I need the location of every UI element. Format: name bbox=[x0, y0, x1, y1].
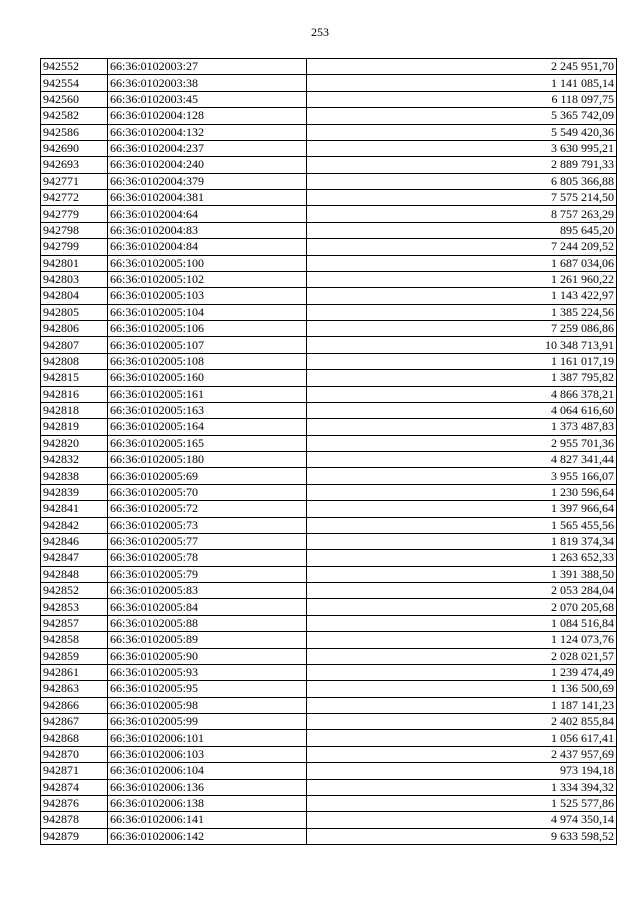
cadastral-value-cell: 1 056 617,41 bbox=[307, 730, 617, 746]
cadastral-value-cell: 8 757 263,29 bbox=[307, 206, 617, 222]
table-row bbox=[41, 419, 617, 435]
cadastral-value-cell: 7 575 214,50 bbox=[307, 190, 617, 206]
row-number-cell: 942857 bbox=[41, 615, 108, 631]
cadastral-number-cell: 66:36:0102004:132 bbox=[108, 124, 307, 140]
row-number-cell: 942846 bbox=[41, 533, 108, 549]
table-row bbox=[41, 75, 617, 91]
cadastral-value-cell: 1 230 596,64 bbox=[307, 484, 617, 500]
row-number-cell: 942772 bbox=[41, 190, 108, 206]
cadastral-number-cell: 66:36:0102003:27 bbox=[108, 59, 307, 75]
cadastral-number-cell: 66:36:0102005:99 bbox=[108, 714, 307, 730]
cadastral-value-cell: 1 084 516,84 bbox=[307, 615, 617, 631]
table-row bbox=[41, 648, 617, 664]
row-number-cell: 942805 bbox=[41, 304, 108, 320]
cadastral-number-cell: 66:36:0102005:95 bbox=[108, 681, 307, 697]
cadastral-number-cell: 66:36:0102006:101 bbox=[108, 730, 307, 746]
row-number-cell: 942798 bbox=[41, 222, 108, 238]
cadastral-value-cell: 6 118 097,75 bbox=[307, 91, 617, 107]
cadastral-number-cell: 66:36:0102005:73 bbox=[108, 517, 307, 533]
table-row bbox=[41, 632, 617, 648]
table-row bbox=[41, 222, 617, 238]
row-number-cell: 942839 bbox=[41, 484, 108, 500]
cadastral-value-cell: 1 124 073,76 bbox=[307, 632, 617, 648]
table-row bbox=[41, 321, 617, 337]
cadastral-value-cell: 4 827 341,44 bbox=[307, 452, 617, 468]
cadastral-value-cell: 10 348 713,91 bbox=[307, 337, 617, 353]
table-row bbox=[41, 386, 617, 402]
table-row bbox=[41, 239, 617, 255]
cadastral-number-cell: 66:36:0102004:128 bbox=[108, 108, 307, 124]
table-row bbox=[41, 501, 617, 517]
cadastral-number-cell: 66:36:0102005:83 bbox=[108, 583, 307, 599]
row-number-cell: 942808 bbox=[41, 353, 108, 369]
cadastral-number-cell: 66:36:0102005:89 bbox=[108, 632, 307, 648]
cadastral-value-cell: 6 805 366,88 bbox=[307, 173, 617, 189]
cadastral-value-cell: 1 143 422,97 bbox=[307, 288, 617, 304]
cadastral-value-cell: 1 263 652,33 bbox=[307, 550, 617, 566]
table-row bbox=[41, 730, 617, 746]
cadastral-value-cell: 7 244 209,52 bbox=[307, 239, 617, 255]
cadastral-value-cell: 9 633 598,52 bbox=[307, 828, 617, 844]
table-row bbox=[41, 664, 617, 680]
table-row bbox=[41, 828, 617, 844]
cadastral-value-cell: 1 397 966,64 bbox=[307, 501, 617, 517]
row-number-cell: 942868 bbox=[41, 730, 108, 746]
cadastral-value-cell: 1 136 500,69 bbox=[307, 681, 617, 697]
cadastral-value-cell: 2 028 021,57 bbox=[307, 648, 617, 664]
table-row bbox=[41, 599, 617, 615]
row-number-cell: 942842 bbox=[41, 517, 108, 533]
row-number-cell: 942552 bbox=[41, 59, 108, 75]
cadastral-value-cell: 4 866 378,21 bbox=[307, 386, 617, 402]
cadastral-number-cell: 66:36:0102005:163 bbox=[108, 402, 307, 418]
cadastral-value-cell: 1 261 960,22 bbox=[307, 271, 617, 287]
cadastral-value-table bbox=[40, 58, 617, 845]
table-row bbox=[41, 779, 617, 795]
cadastral-value-cell: 4 974 350,14 bbox=[307, 812, 617, 828]
table-row bbox=[41, 452, 617, 468]
table-row bbox=[41, 550, 617, 566]
cadastral-number-cell: 66:36:0102005:98 bbox=[108, 697, 307, 713]
cadastral-value-cell: 895 645,20 bbox=[307, 222, 617, 238]
row-number-cell: 942554 bbox=[41, 75, 108, 91]
cadastral-value-cell: 7 259 086,86 bbox=[307, 321, 617, 337]
row-number-cell: 942859 bbox=[41, 648, 108, 664]
table-row bbox=[41, 714, 617, 730]
table-body bbox=[41, 59, 617, 845]
cadastral-number-cell: 66:36:0102004:84 bbox=[108, 239, 307, 255]
row-number-cell: 942876 bbox=[41, 795, 108, 811]
cadastral-value-cell: 2 053 284,04 bbox=[307, 583, 617, 599]
cadastral-number-cell: 66:36:0102006:104 bbox=[108, 763, 307, 779]
table-row bbox=[41, 337, 617, 353]
row-number-cell: 942838 bbox=[41, 468, 108, 484]
row-number-cell: 942861 bbox=[41, 664, 108, 680]
cadastral-number-cell: 66:36:0102003:38 bbox=[108, 75, 307, 91]
row-number-cell: 942874 bbox=[41, 779, 108, 795]
cadastral-number-cell: 66:36:0102005:164 bbox=[108, 419, 307, 435]
cadastral-number-cell: 66:36:0102006:138 bbox=[108, 795, 307, 811]
row-number-cell: 942832 bbox=[41, 452, 108, 468]
table-row bbox=[41, 402, 617, 418]
table-row bbox=[41, 533, 617, 549]
row-number-cell: 942858 bbox=[41, 632, 108, 648]
row-number-cell: 942870 bbox=[41, 746, 108, 762]
table-row bbox=[41, 288, 617, 304]
row-number-cell: 942586 bbox=[41, 124, 108, 140]
cadastral-number-cell: 66:36:0102005:102 bbox=[108, 271, 307, 287]
table-row bbox=[41, 566, 617, 582]
cadastral-number-cell: 66:36:0102005:77 bbox=[108, 533, 307, 549]
row-number-cell: 942879 bbox=[41, 828, 108, 844]
cadastral-value-cell: 1 819 374,34 bbox=[307, 533, 617, 549]
row-number-cell: 942582 bbox=[41, 108, 108, 124]
table-row bbox=[41, 91, 617, 107]
cadastral-number-cell: 66:36:0102005:165 bbox=[108, 435, 307, 451]
cadastral-value-cell: 1 387 795,82 bbox=[307, 370, 617, 386]
cadastral-number-cell: 66:36:0102006:142 bbox=[108, 828, 307, 844]
cadastral-value-cell: 2 955 701,36 bbox=[307, 435, 617, 451]
cadastral-number-cell: 66:36:0102005:100 bbox=[108, 255, 307, 271]
cadastral-number-cell: 66:36:0102005:84 bbox=[108, 599, 307, 615]
cadastral-value-cell: 973 194,18 bbox=[307, 763, 617, 779]
row-number-cell: 942804 bbox=[41, 288, 108, 304]
cadastral-value-cell: 3 630 995,21 bbox=[307, 140, 617, 156]
cadastral-number-cell: 66:36:0102004:83 bbox=[108, 222, 307, 238]
cadastral-number-cell: 66:36:0102006:103 bbox=[108, 746, 307, 762]
cadastral-number-cell: 66:36:0102005:107 bbox=[108, 337, 307, 353]
cadastral-number-cell: 66:36:0102005:70 bbox=[108, 484, 307, 500]
cadastral-number-cell: 66:36:0102003:45 bbox=[108, 91, 307, 107]
table-row bbox=[41, 124, 617, 140]
cadastral-number-cell: 66:36:0102005:106 bbox=[108, 321, 307, 337]
table-row bbox=[41, 271, 617, 287]
cadastral-value-cell: 2 245 951,70 bbox=[307, 59, 617, 75]
table-row bbox=[41, 173, 617, 189]
table-row bbox=[41, 435, 617, 451]
table-row bbox=[41, 697, 617, 713]
row-number-cell: 942866 bbox=[41, 697, 108, 713]
cadastral-number-cell: 66:36:0102005:180 bbox=[108, 452, 307, 468]
cadastral-value-cell: 1 385 224,56 bbox=[307, 304, 617, 320]
table-row bbox=[41, 206, 617, 222]
cadastral-number-cell: 66:36:0102005:161 bbox=[108, 386, 307, 402]
cadastral-number-cell: 66:36:0102005:108 bbox=[108, 353, 307, 369]
table-row bbox=[41, 108, 617, 124]
row-number-cell: 942863 bbox=[41, 681, 108, 697]
cadastral-number-cell: 66:36:0102005:93 bbox=[108, 664, 307, 680]
cadastral-number-cell: 66:36:0102005:90 bbox=[108, 648, 307, 664]
row-number-cell: 942806 bbox=[41, 321, 108, 337]
row-number-cell: 942779 bbox=[41, 206, 108, 222]
row-number-cell: 942771 bbox=[41, 173, 108, 189]
row-number-cell: 942560 bbox=[41, 91, 108, 107]
row-number-cell: 942819 bbox=[41, 419, 108, 435]
table-row bbox=[41, 484, 617, 500]
cadastral-value-cell: 5 549 420,36 bbox=[307, 124, 617, 140]
cadastral-number-cell: 66:36:0102005:69 bbox=[108, 468, 307, 484]
cadastral-value-cell: 1 334 394,32 bbox=[307, 779, 617, 795]
cadastral-number-cell: 66:36:0102006:141 bbox=[108, 812, 307, 828]
cadastral-value-cell: 1 161 017,19 bbox=[307, 353, 617, 369]
cadastral-number-cell: 66:36:0102005:78 bbox=[108, 550, 307, 566]
cadastral-value-cell: 1 373 487,83 bbox=[307, 419, 617, 435]
cadastral-number-cell: 66:36:0102005:104 bbox=[108, 304, 307, 320]
row-number-cell: 942852 bbox=[41, 583, 108, 599]
row-number-cell: 942818 bbox=[41, 402, 108, 418]
cadastral-value-cell: 1 687 034,06 bbox=[307, 255, 617, 271]
table-row bbox=[41, 517, 617, 533]
row-number-cell: 942816 bbox=[41, 386, 108, 402]
row-number-cell: 942878 bbox=[41, 812, 108, 828]
cadastral-number-cell: 66:36:0102005:160 bbox=[108, 370, 307, 386]
cadastral-value-cell: 3 955 166,07 bbox=[307, 468, 617, 484]
cadastral-number-cell: 66:36:0102004:64 bbox=[108, 206, 307, 222]
cadastral-value-cell: 4 064 616,60 bbox=[307, 402, 617, 418]
row-number-cell: 942820 bbox=[41, 435, 108, 451]
table-row bbox=[41, 304, 617, 320]
cadastral-value-cell: 2 070 205,68 bbox=[307, 599, 617, 615]
cadastral-value-cell: 1 391 388,50 bbox=[307, 566, 617, 582]
row-number-cell: 942815 bbox=[41, 370, 108, 386]
table-row bbox=[41, 468, 617, 484]
cadastral-value-cell: 1 239 474,49 bbox=[307, 664, 617, 680]
table-row bbox=[41, 812, 617, 828]
table-row bbox=[41, 255, 617, 271]
cadastral-number-cell: 66:36:0102005:103 bbox=[108, 288, 307, 304]
table-row bbox=[41, 190, 617, 206]
table-row bbox=[41, 615, 617, 631]
row-number-cell: 942841 bbox=[41, 501, 108, 517]
row-number-cell: 942799 bbox=[41, 239, 108, 255]
table-row bbox=[41, 157, 617, 173]
cadastral-value-cell: 1 565 455,56 bbox=[307, 517, 617, 533]
row-number-cell: 942848 bbox=[41, 566, 108, 582]
cadastral-value-cell: 2 889 791,33 bbox=[307, 157, 617, 173]
cadastral-number-cell: 66:36:0102004:381 bbox=[108, 190, 307, 206]
cadastral-value-cell: 1 141 085,14 bbox=[307, 75, 617, 91]
row-number-cell: 942803 bbox=[41, 271, 108, 287]
cadastral-value-cell: 2 402 855,84 bbox=[307, 714, 617, 730]
table-row bbox=[41, 370, 617, 386]
cadastral-value-cell: 1 187 141,23 bbox=[307, 697, 617, 713]
cadastral-number-cell: 66:36:0102005:79 bbox=[108, 566, 307, 582]
cadastral-number-cell: 66:36:0102006:136 bbox=[108, 779, 307, 795]
cadastral-number-cell: 66:36:0102005:72 bbox=[108, 501, 307, 517]
table-row bbox=[41, 681, 617, 697]
table-row bbox=[41, 353, 617, 369]
row-number-cell: 942807 bbox=[41, 337, 108, 353]
cadastral-number-cell: 66:36:0102005:88 bbox=[108, 615, 307, 631]
row-number-cell: 942801 bbox=[41, 255, 108, 271]
cadastral-number-cell: 66:36:0102004:237 bbox=[108, 140, 307, 156]
table-row bbox=[41, 795, 617, 811]
table-row bbox=[41, 140, 617, 156]
row-number-cell: 942871 bbox=[41, 763, 108, 779]
row-number-cell: 942867 bbox=[41, 714, 108, 730]
row-number-cell: 942853 bbox=[41, 599, 108, 615]
cadastral-value-cell: 5 365 742,09 bbox=[307, 108, 617, 124]
row-number-cell: 942690 bbox=[41, 140, 108, 156]
table-row bbox=[41, 746, 617, 762]
table-row bbox=[41, 583, 617, 599]
cadastral-number-cell: 66:36:0102004:379 bbox=[108, 173, 307, 189]
row-number-cell: 942847 bbox=[41, 550, 108, 566]
cadastral-value-cell: 1 525 577,86 bbox=[307, 795, 617, 811]
table-row bbox=[41, 763, 617, 779]
table-row bbox=[41, 59, 617, 75]
row-number-cell: 942693 bbox=[41, 157, 108, 173]
page-number: 253 bbox=[311, 25, 329, 39]
cadastral-value-cell: 2 437 957,69 bbox=[307, 746, 617, 762]
cadastral-number-cell: 66:36:0102004:240 bbox=[108, 157, 307, 173]
